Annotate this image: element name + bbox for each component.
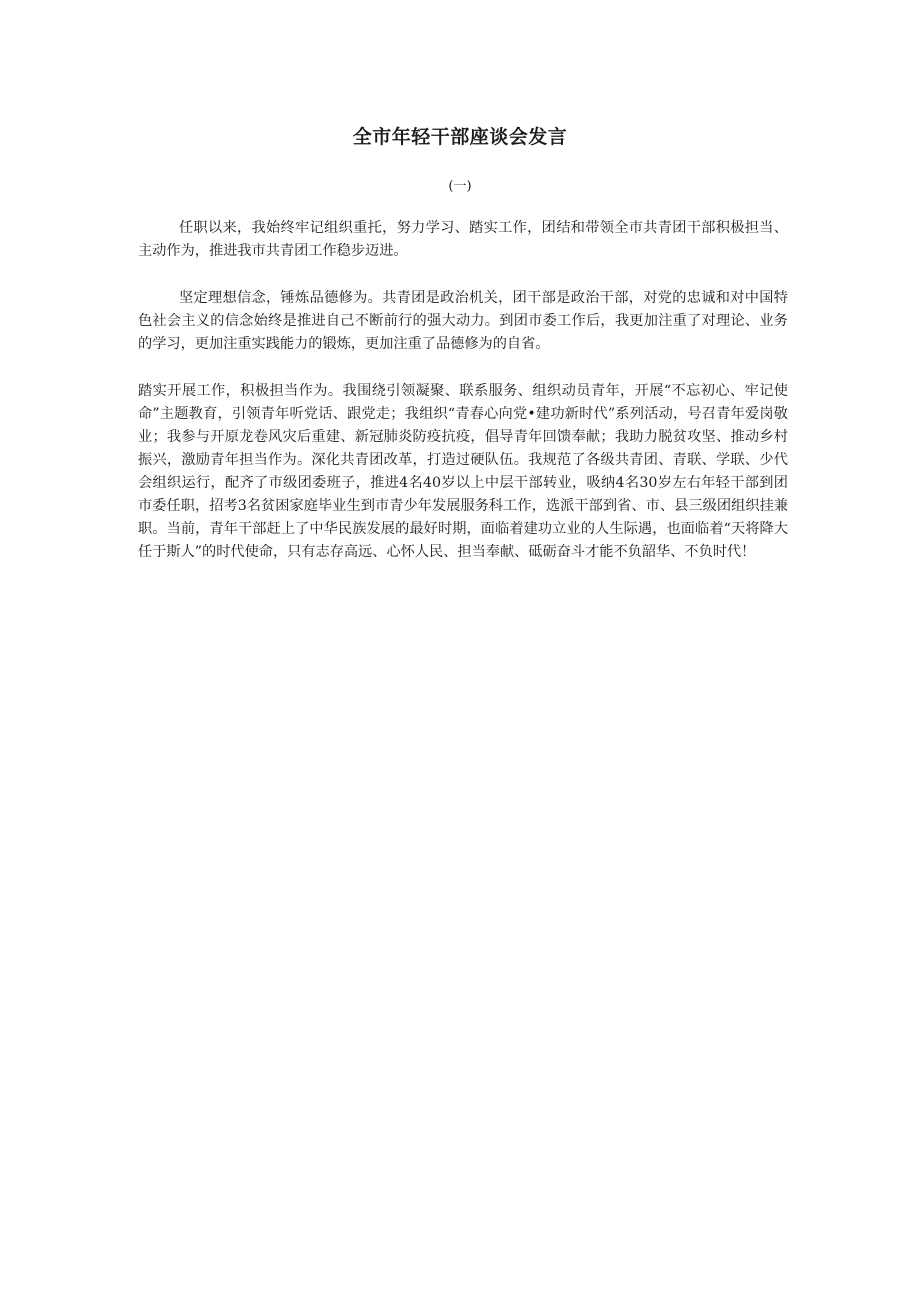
paragraph-ideals: 坚定理想信念，锤炼品德修为。共青团是政治机关，团干部是政治干部，对党的忠诚和对中国特色社会主义的信念始终是推进自己不断前行的强大动力。到团市委工作后，我更加注重了对理论、业务的学习，更加注重实践能力的锻炼，更加注重了品德修为的自省。: [138, 290, 788, 352]
paragraph-work: 踏实开展工作，积极担当作为。我围绕引领凝聚、联系服务、组织动员青年，开展“不忘初心、牢记使命”主题教育，引领青年听党话、跟党走；我组织“青春心向党•建功新时代”系列活动，号召青年爱岗敬业；我参与开原龙卷风灾后重建、新冠肺炎防疫抗疫，倡导青年回馈奉献；我助力脱贫攻坚、推动乡村振兴，激励青年担当作为。深化共青团改革，打造过硬队伍。我规范了各级共青团、青联、学联、少代会组织运行，配齐了市级团委班子，推进4名40岁以上中层干部转业，吸纳4名30岁左右年轻干部到团市委任职，招考3名贫困家庭毕业生到市青少年发展服务科工作，选派干部到省、市、县三级团组织挂兼职。当前，青年干部赶上了中华民族发展的最好时期，面临着建功立业的人生际遇，也面临着“天将降大任于斯人”的时代使命，只有志存高远、心怀人民、担当奉献、砥砺奋斗才能不负韶华、不负时代！: [138, 383, 788, 560]
paragraph-intro: 任职以来，我始终牢记组织重托，努力学习、踏实工作，团结和带领全市共青团干部积极担当、主动作为，推进我市共青团工作稳步迈进。: [138, 220, 788, 259]
document-title: 全市年轻干部座谈会发言: [352, 126, 568, 148]
section-number: (一): [448, 179, 472, 194]
